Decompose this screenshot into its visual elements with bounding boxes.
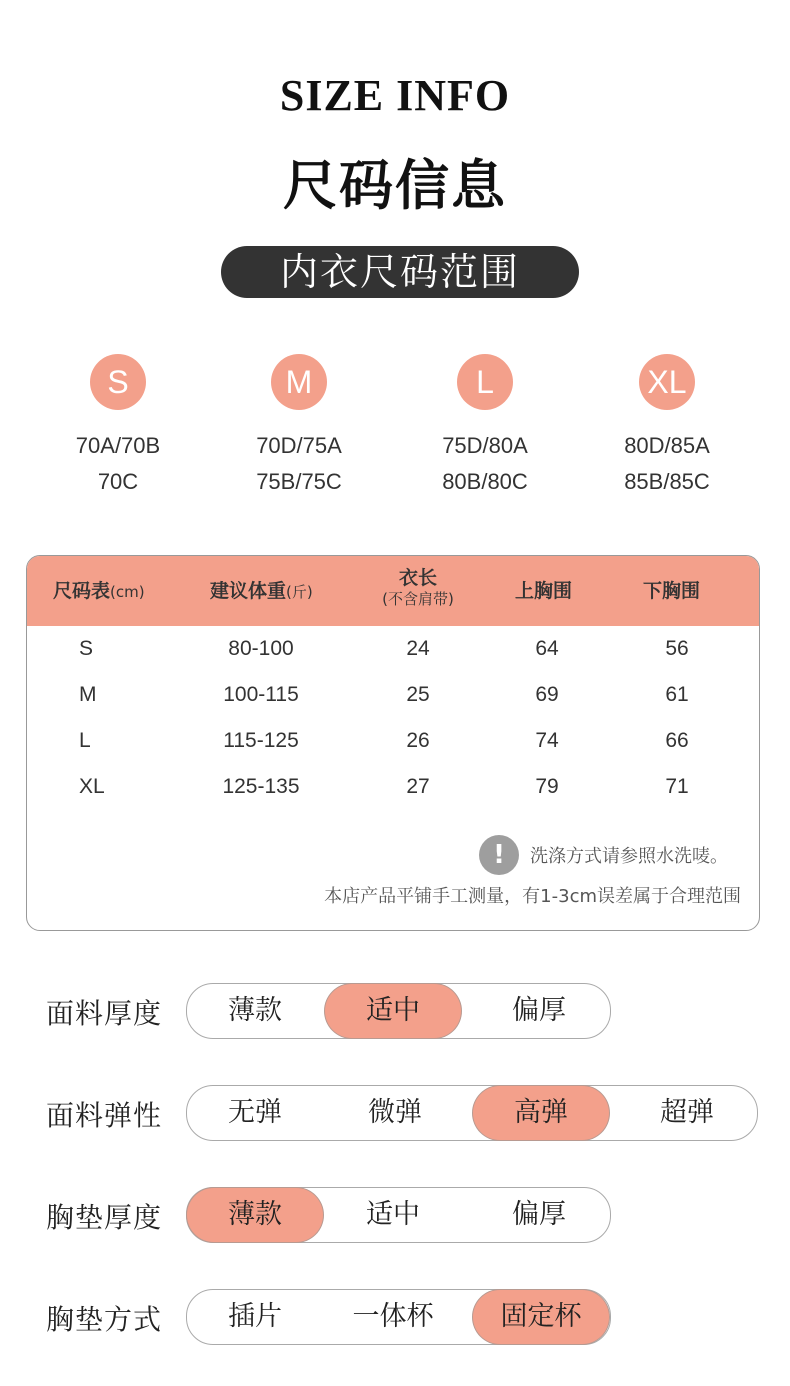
cell-upper-bust: 69 (535, 683, 559, 706)
header-weight (210, 556, 313, 626)
size-range (400, 428, 570, 500)
title-chinese: 尺码信息 (283, 154, 507, 217)
header-upper-bust: 上胸围 (515, 580, 573, 602)
cell-size: L (79, 729, 91, 752)
pad-thickness-selector (186, 1187, 611, 1243)
size-range-line: 70D/75A (256, 433, 342, 458)
attr-label-fabric-thickness: 面料厚度 (46, 997, 163, 1030)
size-badge: XL (639, 354, 695, 410)
size-range (33, 428, 203, 500)
header-length-note: (不含肩带) (382, 590, 454, 608)
header-length-label: 衣长 (398, 567, 437, 589)
size-card-l (400, 354, 570, 500)
size-range-line: 75D/80A (442, 433, 528, 458)
title-english: SIZE INFO (279, 71, 511, 120)
size-range-banner: 内衣尺码范围 (221, 246, 579, 298)
option-no-stretch[interactable]: 无弹 (228, 1097, 282, 1128)
cell-size: S (79, 637, 94, 660)
option-high-stretch-selected[interactable]: 高弹 (473, 1086, 609, 1140)
size-badge: S (90, 354, 146, 410)
size-badge: M (271, 354, 327, 410)
cell-weight: 80-100 (228, 637, 294, 660)
size-range-line: 85B/85C (624, 469, 710, 494)
size-range-line: 80D/85A (624, 433, 710, 458)
table-row (27, 626, 759, 672)
cell-weight: 125-135 (222, 775, 300, 798)
cell-upper-bust: 64 (535, 637, 559, 660)
option-thick[interactable]: 偏厚 (512, 1199, 566, 1230)
cell-upper-bust: 74 (535, 729, 559, 752)
header-length (368, 556, 468, 626)
cell-weight: 115-125 (223, 729, 299, 752)
option-thin-selected[interactable]: 薄款 (187, 1188, 323, 1242)
option-insert[interactable]: 插片 (228, 1301, 282, 1332)
size-card-s (33, 354, 203, 500)
cell-length: 26 (406, 729, 430, 752)
size-range (214, 428, 384, 500)
size-card-xl (582, 354, 752, 500)
cell-weight: 100-115 (223, 683, 299, 706)
option-fixed-cup-selected[interactable]: 固定杯 (473, 1290, 609, 1344)
cell-under-bust: 71 (665, 775, 689, 798)
cell-under-bust: 66 (665, 729, 689, 752)
attr-label-pad-type: 胸垫方式 (46, 1303, 163, 1336)
size-card-m (214, 354, 384, 500)
size-badge: L (457, 354, 513, 410)
size-range (582, 428, 752, 500)
exclamation-icon: ! (479, 835, 519, 875)
table-row (27, 718, 759, 764)
option-medium-selected[interactable]: 适中 (325, 984, 461, 1038)
option-super-stretch[interactable]: 超弹 (660, 1097, 714, 1128)
cell-length: 25 (406, 683, 430, 706)
cell-upper-bust: 79 (535, 775, 559, 798)
option-one-piece-cup[interactable]: 一体杯 (352, 1301, 434, 1332)
table-row (27, 672, 759, 718)
cell-length: 24 (406, 637, 430, 660)
attr-label-fabric-elasticity: 面料弹性 (46, 1099, 163, 1132)
cell-under-bust: 61 (665, 683, 689, 706)
size-range-line: 70C (97, 469, 139, 494)
attr-label-pad-thickness: 胸垫厚度 (46, 1201, 163, 1234)
cell-size: M (79, 683, 97, 706)
cell-size: XL (79, 775, 105, 798)
size-range-line: 70A/70B (75, 433, 161, 458)
header-weight-label: 建议体重 (210, 580, 287, 602)
size-range-line: 80B/80C (442, 469, 528, 494)
size-table (26, 555, 760, 931)
header-under-bust: 下胸围 (643, 580, 701, 602)
header-size-unit: (cm) (110, 583, 145, 601)
cell-length: 27 (406, 775, 430, 798)
header-size-label: 尺码表 (53, 580, 111, 602)
fabric-elasticity-selector (186, 1085, 758, 1141)
size-range-line: 75B/75C (256, 469, 342, 494)
measure-note: 本店产品平铺手工测量，有1-3cm误差属于合理范围 (324, 886, 741, 907)
option-thick[interactable]: 偏厚 (512, 995, 566, 1026)
header-size (53, 556, 145, 626)
header-weight-unit: (斤) (286, 583, 313, 601)
option-thin[interactable]: 薄款 (228, 995, 282, 1026)
cell-under-bust: 56 (665, 637, 689, 660)
option-slight-stretch[interactable]: 微弹 (368, 1097, 422, 1128)
fabric-thickness-selector (186, 983, 611, 1039)
table-row (27, 764, 759, 810)
pad-type-selector (186, 1289, 611, 1345)
option-medium[interactable]: 适中 (366, 1199, 420, 1230)
table-header (27, 556, 759, 626)
wash-note: 洗涤方式请参照水洗唛。 (530, 846, 728, 867)
